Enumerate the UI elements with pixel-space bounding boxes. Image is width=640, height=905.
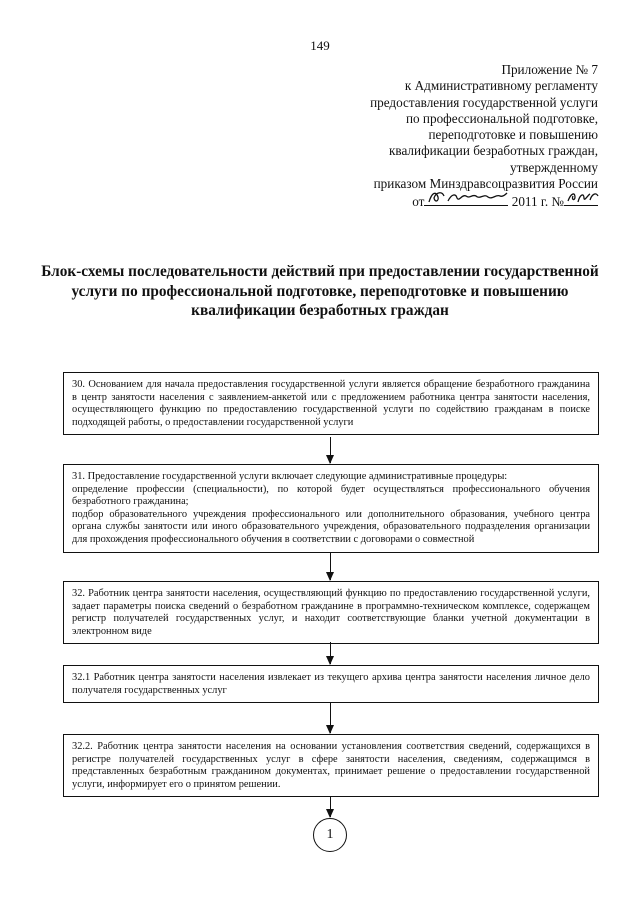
order-date-line: [258, 192, 598, 210]
step-text: 32.2. Работник центра занятости населения на основании установления соответствия сведений, содержащихся в регистре получателей государственных услуг в сфере занятости населения, сведениям, содержащимся в представленных безработным гражданином документах, принимает решение о предоставлении государственной услуги, информирует его о принятом решении.: [72, 741, 590, 790]
appendix-line: утвержденному: [509, 159, 598, 175]
step-text: подбор образовательного учреждения профессионального или дополнительного образования, учебного центра органа службы занятости или иного образовательного учреждения, образовательного подразделения организации для прохождения профессионального обучения в соответствии с договорами о совместной: [72, 508, 590, 545]
step-box-30: [63, 372, 599, 435]
order-year: 2011 г. №: [511, 194, 564, 210]
step-text: 30. Основанием для начала предоставления государственной услуги является обращение безработного гражданина в центр занятости населения с заявлением-анкетой или с предложением работника центра занятости населения, осуществляющего функцию по предоставлению государственной услуги по содействию гражданам в поиске подходящей работы, о предоставлении государственной услуги: [72, 379, 590, 428]
step-text: 31. Предоставление государственной услуги включает следующие административные процедуры:: [72, 471, 508, 482]
appendix-line: предоставления государственной услуги: [370, 94, 598, 110]
appendix-line: к Административному регламенту: [404, 78, 598, 94]
order-prefix: от: [412, 194, 425, 210]
step-box-32: [63, 581, 599, 644]
appendix-line: Приложение № 7: [501, 62, 598, 77]
page-number: 149: [310, 38, 330, 53]
appendix-line: квалификации безработных граждан,: [389, 143, 598, 159]
appendix-line: по профессиональной подготовке,: [405, 110, 598, 126]
appendix-header: [258, 62, 598, 211]
flow-arrow: [330, 642, 331, 664]
page-connector: 1: [313, 818, 347, 852]
flow-arrow: [330, 797, 331, 817]
handwritten-number-icon: [566, 188, 600, 206]
appendix-line: приказом Минздравсоцразвития России: [373, 176, 598, 192]
flow-arrow: [330, 552, 331, 580]
flow-arrow: [330, 703, 331, 733]
appendix-line: переподготовке и повышению: [428, 127, 598, 143]
date-signature: [424, 192, 508, 206]
handwritten-date-icon: [426, 188, 508, 206]
step-text: определение профессии (специальности), по которой будет осуществляться профессионального обучения безработного гражданина;: [72, 483, 590, 508]
step-box-32-1: [63, 665, 599, 703]
step-text: 32.1 Работник центра занятости населения извлекает из текущего архива центра занятости населения личное дело получателя государственных услуг: [72, 672, 590, 696]
step-text: 32. Работник центра занятости населения, осуществляющий функцию по предоставлению государственной услуги, задает параметры поиска сведений о безработном гражданине в программно-техническом комплексе, содержащем регистр получателей государственных услуг, и находит соответствующие бланки учетной документации в электронном виде: [72, 588, 590, 637]
flowchart-title: Блок-схемы последовательности действий при предоставлении государственной услуги по профессиональной подготовке, переподготовке и повышению квалификации безработных граждан: [41, 263, 599, 319]
step-box-31: [63, 464, 599, 553]
step-box-32-2: [63, 734, 599, 797]
order-number-signature: [564, 192, 598, 206]
flow-arrow: [330, 437, 331, 463]
